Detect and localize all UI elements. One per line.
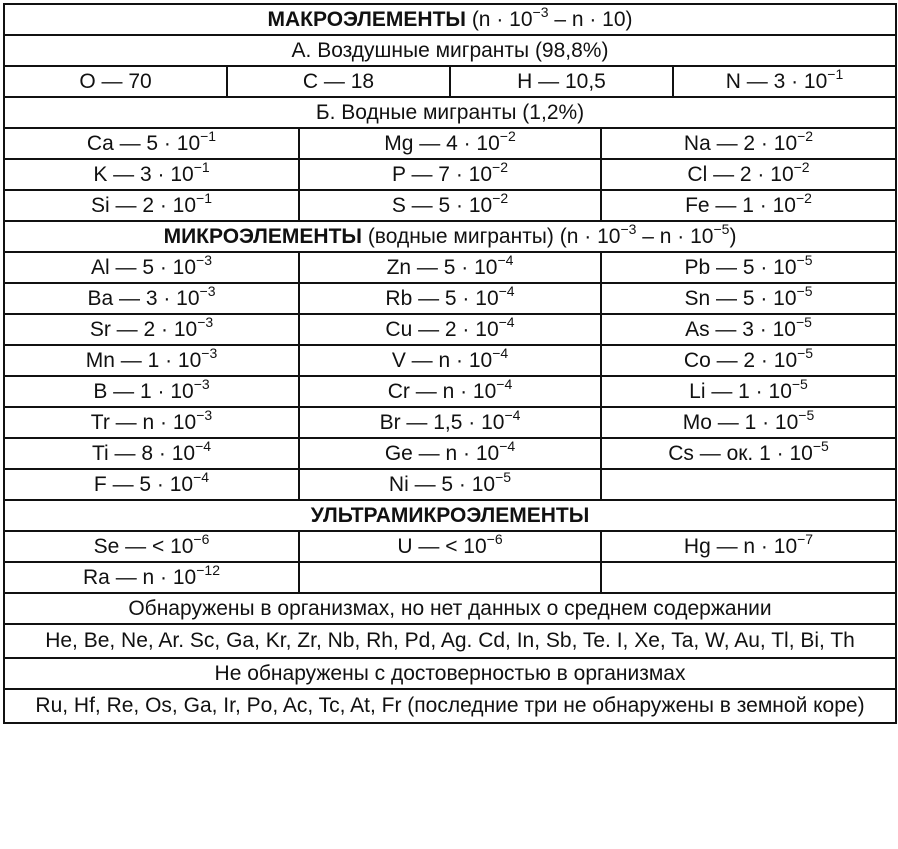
found-heading: Обнаружены в организмах, но нет данных о среднем содержании bbox=[4, 593, 896, 624]
element-row bbox=[4, 252, 896, 283]
element-row bbox=[4, 562, 896, 593]
element-row bbox=[4, 128, 896, 159]
water-element-cell: Fe — $1 \cdot 10^{-2}$ bbox=[601, 190, 896, 221]
air-heading: А. Воздушные мигранты (98,8%) bbox=[4, 35, 896, 66]
micro-element-cell: Ba — $3 \cdot 10^{-3}$ bbox=[4, 283, 299, 314]
micro-element-cell bbox=[601, 469, 896, 500]
macro-title: МАКРОЭЛЕМЕНТЫ bbox=[267, 7, 466, 31]
air-heading-row bbox=[4, 35, 896, 66]
air-element-cell: C — 18 bbox=[227, 66, 450, 97]
water-heading: Б. Водные мигранты (1,2%) bbox=[4, 97, 896, 128]
element-row bbox=[4, 531, 896, 562]
micro-element-cell: B — $1 \cdot 10^{-3}$ bbox=[4, 376, 299, 407]
micro-title: МИКРОЭЛЕМЕНТЫ bbox=[163, 224, 362, 248]
element-row bbox=[4, 438, 896, 469]
micro-element-cell: Li — $1 \cdot 10^{-5}$ bbox=[601, 376, 896, 407]
air-element-cell: O — 70 bbox=[4, 66, 227, 97]
micro-element-cell: Ge — $n \cdot 10^{-4}$ bbox=[299, 438, 601, 469]
ultra-element-cell: U — < $10^{-6}$ bbox=[299, 531, 601, 562]
water-element-cell: Mg — $4 \cdot 10^{-2}$ bbox=[299, 128, 601, 159]
micro-element-cell: Tr — $n \cdot 10^{-3}$ bbox=[4, 407, 299, 438]
found-list-row bbox=[4, 624, 896, 658]
micro-element-cell: F — $5 \cdot 10^{-4}$ bbox=[4, 469, 299, 500]
ultra-element-cell: Se — < $10^{-6}$ bbox=[4, 531, 299, 562]
micro-element-cell: Mo — $1 \cdot 10^{-5}$ bbox=[601, 407, 896, 438]
micro-element-cell: Ti — $8 \cdot 10^{-4}$ bbox=[4, 438, 299, 469]
water-element-cell: P — $7 \cdot 10^{-2}$ bbox=[299, 159, 601, 190]
micro-element-cell: Mn — $1 \cdot 10^{-3}$ bbox=[4, 345, 299, 376]
ultra-element-cell: Hg — $n \cdot 10^{-7}$ bbox=[601, 531, 896, 562]
micro-element-cell: Pb — $5 \cdot 10^{-5}$ bbox=[601, 252, 896, 283]
water-element-cell: Na — $2 \cdot 10^{-2}$ bbox=[601, 128, 896, 159]
element-row bbox=[4, 159, 896, 190]
micro-element-cell: As — $3 \cdot 10^{-5}$ bbox=[601, 314, 896, 345]
ultra-element-cell bbox=[601, 562, 896, 593]
air-element-cell: H — 10,5 bbox=[450, 66, 673, 97]
ultra-title-row bbox=[4, 500, 896, 531]
elements-table bbox=[3, 3, 897, 724]
micro-subtitle: (водные мигранты) $(n \cdot 10^{-3} - n \cdot 10^{-5})$ bbox=[361, 221, 737, 248]
ultra-title-cell bbox=[4, 500, 896, 531]
water-element-cell: Si — $2 \cdot 10^{-1}$ bbox=[4, 190, 299, 221]
water-heading-row bbox=[4, 97, 896, 128]
micro-element-cell: Cs — ок. $1 \cdot 10^{-5}$ bbox=[601, 438, 896, 469]
macro-title-row bbox=[4, 4, 896, 35]
micro-element-cell: V — $n \cdot 10^{-4}$ bbox=[299, 345, 601, 376]
micro-element-cell: Sn — $5 \cdot 10^{-5}$ bbox=[601, 283, 896, 314]
micro-element-cell: Al — $5 \cdot 10^{-3}$ bbox=[4, 252, 299, 283]
macro-range: $(n \cdot 10^{-3} - n \cdot 10)$ bbox=[471, 4, 633, 31]
micro-element-cell: Cu — $2 \cdot 10^{-4}$ bbox=[299, 314, 601, 345]
air-elements-row bbox=[4, 66, 896, 97]
ultra-title: УЛЬТРАМИКРОЭЛЕМЕНТЫ bbox=[310, 503, 590, 527]
micro-element-cell: Rb — $5 \cdot 10^{-4}$ bbox=[299, 283, 601, 314]
element-row bbox=[4, 314, 896, 345]
water-element-cell: Ca — $5 \cdot 10^{-1}$ bbox=[4, 128, 299, 159]
ultra-element-cell bbox=[299, 562, 601, 593]
water-element-cell: Cl — $2 \cdot 10^{-2}$ bbox=[601, 159, 896, 190]
micro-title-row bbox=[4, 221, 896, 252]
element-row bbox=[4, 407, 896, 438]
water-element-cell: K — $3 \cdot 10^{-1}$ bbox=[4, 159, 299, 190]
micro-element-cell: Cr — $n \cdot 10^{-4}$ bbox=[299, 376, 601, 407]
micro-element-cell: Co — $2 \cdot 10^{-5}$ bbox=[601, 345, 896, 376]
macro-title-cell bbox=[4, 4, 896, 35]
water-element-cell: S — $5 \cdot 10^{-2}$ bbox=[299, 190, 601, 221]
element-row bbox=[4, 345, 896, 376]
not-found-list-row bbox=[4, 689, 896, 723]
ultra-element-cell: Ra — $n \cdot 10^{-12}$ bbox=[4, 562, 299, 593]
micro-element-cell: Zn — $5 \cdot 10^{-4}$ bbox=[299, 252, 601, 283]
micro-element-cell: Ni — $5 \cdot 10^{-5}$ bbox=[299, 469, 601, 500]
found-heading-row bbox=[4, 593, 896, 624]
element-row bbox=[4, 376, 896, 407]
not-found-list: Ru, Hf, Re, Os, Ga, Ir, Po, Ac, Tc, At, Fr (последние три не обнаружены в земной коре) bbox=[4, 689, 896, 723]
element-row bbox=[4, 283, 896, 314]
air-element-cell: N — $3 \cdot 10^{-1}$ bbox=[673, 66, 896, 97]
element-row bbox=[4, 190, 896, 221]
element-row bbox=[4, 469, 896, 500]
not-found-heading-row bbox=[4, 658, 896, 689]
found-list: He, Be, Ne, Ar. Sc, Ga, Kr, Zr, Nb, Rh, Pd, Ag. Cd, In, Sb, Te. I, Xe, Ta, W, Au, Tl, Bi, Th bbox=[4, 624, 896, 658]
micro-element-cell: Sr — $2 \cdot 10^{-3}$ bbox=[4, 314, 299, 345]
micro-element-cell: Br — $1,5 \cdot 10^{-4}$ bbox=[299, 407, 601, 438]
micro-title-cell bbox=[4, 221, 896, 252]
not-found-heading: Не обнаружены с достоверностью в организмах bbox=[4, 658, 896, 689]
